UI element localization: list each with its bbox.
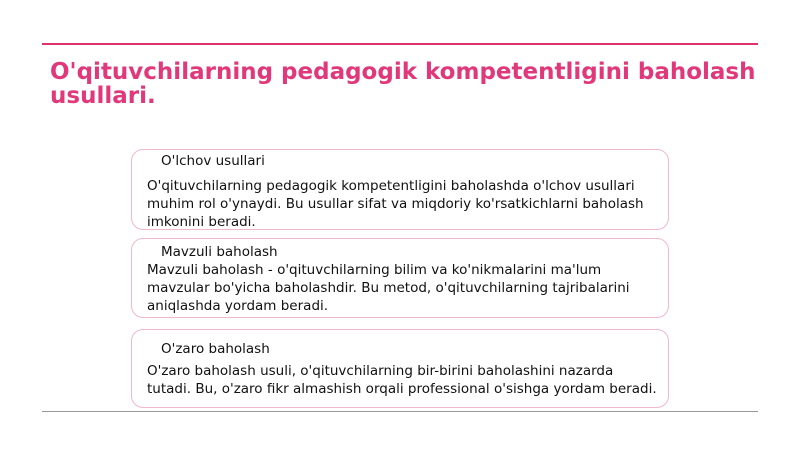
card-text: O'zaro baholash usuli, o'qituvchilarning bir-birini baholashini nazarda tutadi. Bu, o'zaro fikr almashish orqali professional o'sishga yordam beradi. <box>147 363 657 397</box>
card-heading: O'zaro baholash <box>161 341 270 357</box>
card-text: O'qituvchilarning pedagogik kompetentligini baholashda o'lchov usullari muhim rol o'ynaydi. Bu usullar sifat va miqdoriy ko'rsatkichlarni baholash imkonini beradi. <box>147 178 644 230</box>
top-divider <box>42 43 758 45</box>
method-card-olchov <box>131 149 669 230</box>
method-card-ozaro <box>131 329 669 408</box>
card-heading: O'lchov usullari <box>161 153 265 169</box>
method-card-mavzuli <box>131 238 669 318</box>
slide-title: O'qituvchilarning pedagogik kompetentligini baholash usullari. <box>50 59 756 109</box>
card-heading: Mavzuli baholash <box>161 244 278 260</box>
bottom-divider <box>42 411 758 412</box>
card-text: Mavzuli baholash - o'qituvchilarning bilim va ko'nikmalarini ma'lum mavzular bo'yicha baholashdir. Bu metod, o'qituvchilarning tajribalarini aniqlashda yordam beradi. <box>147 262 630 314</box>
